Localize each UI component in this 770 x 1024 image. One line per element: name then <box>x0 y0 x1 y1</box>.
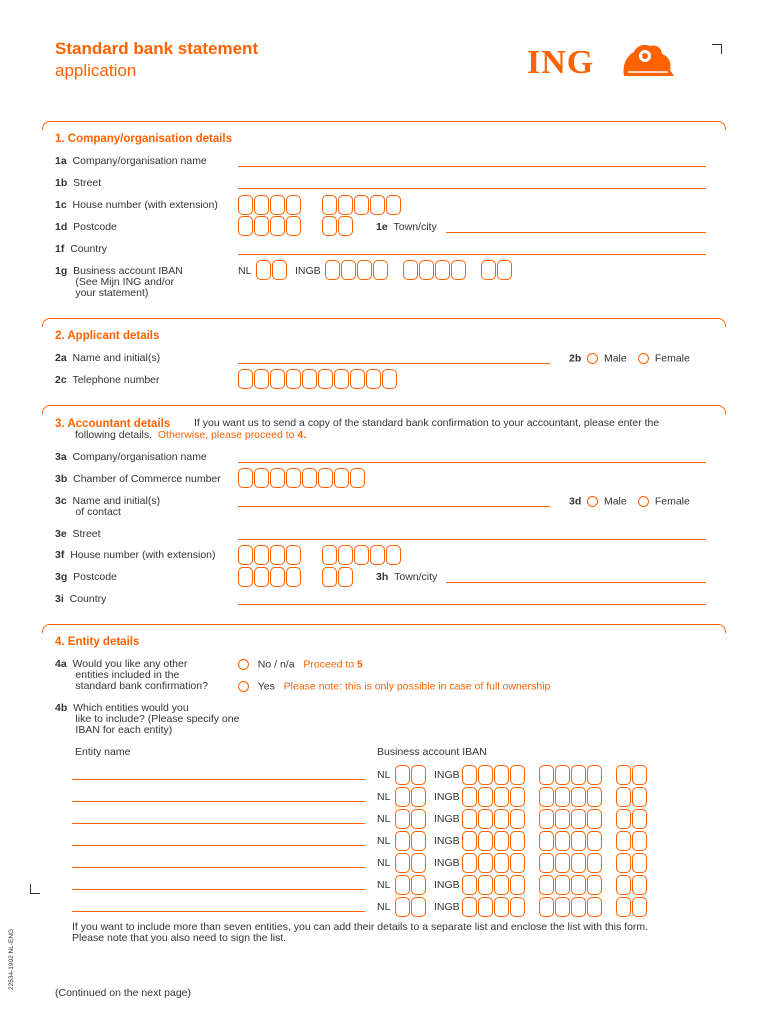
section-2-divider <box>42 318 726 327</box>
continued-note: (Continued on the next page) <box>55 987 192 999</box>
section-1-divider <box>42 121 726 130</box>
contact-male-radio[interactable] <box>587 496 598 507</box>
entity-iban-ingb-label: INGB <box>434 769 460 781</box>
entity-iban-nl-label: NL <box>377 813 391 825</box>
entity-iban-check-boxes[interactable] <box>395 809 427 829</box>
field-1c-label: 1c House number (with extension) <box>55 199 218 211</box>
entity-iban-nl-label: NL <box>377 769 391 781</box>
field-3d: 3d Male <box>569 495 627 508</box>
entity-iban-ingb-label: INGB <box>434 813 460 825</box>
entity-iban-number-boxes[interactable] <box>462 809 648 829</box>
field-3i-label: 3i Country <box>55 593 107 605</box>
company-name-input[interactable] <box>238 166 706 167</box>
entity-iban-nl-label: NL <box>377 835 391 847</box>
field-1f-label: 1f Country <box>55 243 107 255</box>
field-3h-label: 3h Town/city <box>376 571 438 583</box>
entity-iban-ingb-label: INGB <box>434 791 460 803</box>
entity-iban-number-boxes[interactable] <box>462 875 648 895</box>
entity-iban-number-boxes[interactable] <box>462 831 648 851</box>
field-3b-label: 3b Chamber of Commerce number <box>55 473 221 485</box>
accountant-town-input[interactable] <box>446 582 706 583</box>
entities-note-1: If you want to include more than seven entities, you can add their details to a separate list and enclose the list with this form. <box>72 921 649 933</box>
option-no: No / n/a Proceed to 5 <box>238 659 363 670</box>
field-4a-label: 4a Would you like any other entities included in the standard bank confirmation? <box>55 658 208 692</box>
town-input[interactable] <box>446 232 706 233</box>
no-radio[interactable] <box>238 659 249 670</box>
field-1a-label: 1a Company/organisation name <box>55 155 207 167</box>
field-3c-label: 3c Name and initial(s) of contact <box>55 495 161 518</box>
section-4-divider <box>42 624 726 633</box>
entity-name-input[interactable] <box>72 779 365 780</box>
iban-number-boxes[interactable] <box>325 260 513 280</box>
page-title: Standard bank statement application <box>55 39 259 80</box>
yes-radio[interactable] <box>238 681 249 692</box>
country-input[interactable] <box>238 254 706 255</box>
female-radio[interactable] <box>638 353 649 364</box>
entity-iban-check-boxes[interactable] <box>395 765 427 785</box>
entity-name-input[interactable] <box>72 889 365 890</box>
entity-name-input[interactable] <box>72 823 365 824</box>
option-yes: Yes Please note: this is only possible in case of full ownership <box>238 681 550 692</box>
male-radio[interactable] <box>587 353 598 364</box>
field-3a-label: 3a Company/organisation name <box>55 451 207 463</box>
accountant-postcode-boxes[interactable] <box>238 567 354 587</box>
entity-iban-check-boxes[interactable] <box>395 897 427 917</box>
iban-ingb-label: INGB <box>295 265 321 277</box>
entity-iban-nl-label: NL <box>377 901 391 913</box>
corner-mark-top-right <box>712 44 722 54</box>
postcode-boxes[interactable] <box>238 216 354 236</box>
field-3g-label: 3g Postcode <box>55 571 117 583</box>
iban-nl-label: NL <box>238 265 252 277</box>
accountant-country-input[interactable] <box>238 604 706 605</box>
entities-note-2: Please note that you also need to sign the list. <box>72 932 287 944</box>
field-2a-label: 2a Name and initial(s) <box>55 352 161 364</box>
entity-name-input[interactable] <box>72 845 365 846</box>
entity-iban-number-boxes[interactable] <box>462 787 648 807</box>
house-number-boxes[interactable] <box>238 195 402 215</box>
section-3-intro-2: following details. Otherwise, please proceed to 4. <box>75 429 307 441</box>
chamber-number-boxes[interactable] <box>238 468 366 488</box>
accountant-company-input[interactable] <box>238 462 706 463</box>
section-1-title: 1. Company/organisation details <box>55 133 233 145</box>
section-2-title: 2. Applicant details <box>55 330 160 342</box>
accountant-street-input[interactable] <box>238 539 706 540</box>
field-1g-label: 1g Business account IBAN (See Mijn ING and/or your statement) <box>55 265 183 299</box>
section-3-intro: If you want us to send a copy of the standard bank confirmation to your accountant, please enter the <box>194 417 660 429</box>
field-1b-label: 1b Street <box>55 177 102 189</box>
field-2b: 2b Male <box>569 352 627 365</box>
entity-iban-check-boxes[interactable] <box>395 787 427 807</box>
lion-icon <box>618 42 676 78</box>
street-input[interactable] <box>238 188 706 189</box>
field-1e-label: 1e Town/city <box>376 221 437 233</box>
field-2c-label: 2c Telephone number <box>55 374 160 386</box>
entity-name-input[interactable] <box>72 911 365 912</box>
female-option: Female <box>638 353 690 364</box>
telephone-boxes[interactable] <box>238 369 398 389</box>
entity-name-input[interactable] <box>72 867 365 868</box>
entity-name-column-header: Entity name <box>75 746 131 758</box>
contact-female-option: Female <box>638 496 690 507</box>
entity-iban-ingb-label: INGB <box>434 901 460 913</box>
entity-iban-ingb-label: INGB <box>434 835 460 847</box>
field-3f-label: 3f House number (with extension) <box>55 549 216 561</box>
entity-iban-check-boxes[interactable] <box>395 875 427 895</box>
field-3e-label: 3e Street <box>55 528 101 540</box>
field-4b-label: 4b Which entities would you like to include? (Please specify one IBAN for each entity) <box>55 702 240 736</box>
entity-name-input[interactable] <box>72 801 365 802</box>
entity-iban-check-boxes[interactable] <box>395 853 427 873</box>
entity-iban-ingb-label: INGB <box>434 857 460 869</box>
contact-female-radio[interactable] <box>638 496 649 507</box>
field-1d-label: 1d Postcode <box>55 221 117 233</box>
form-code: 22534-1902 NL-ENG <box>8 928 15 990</box>
entity-iban-ingb-label: INGB <box>434 879 460 891</box>
entity-iban-nl-label: NL <box>377 857 391 869</box>
iban-column-header: Business account IBAN <box>377 746 487 758</box>
entity-iban-check-boxes[interactable] <box>395 831 427 851</box>
ing-logo: ING <box>527 44 595 81</box>
contact-name-input[interactable] <box>238 506 550 507</box>
section-4-title: 4. Entity details <box>55 636 140 648</box>
accountant-house-number-boxes[interactable] <box>238 545 402 565</box>
entity-iban-nl-label: NL <box>377 791 391 803</box>
section-3-divider <box>42 405 726 414</box>
corner-mark-bottom-left <box>30 884 40 894</box>
entity-iban-nl-label: NL <box>377 879 391 891</box>
entity-iban-number-boxes[interactable] <box>462 853 648 873</box>
section-3-title: 3. Accountant details <box>55 418 171 430</box>
iban-check-boxes[interactable] <box>256 260 288 280</box>
entity-iban-number-boxes[interactable] <box>462 765 648 785</box>
entity-iban-number-boxes[interactable] <box>462 897 648 917</box>
applicant-name-input[interactable] <box>238 363 550 364</box>
